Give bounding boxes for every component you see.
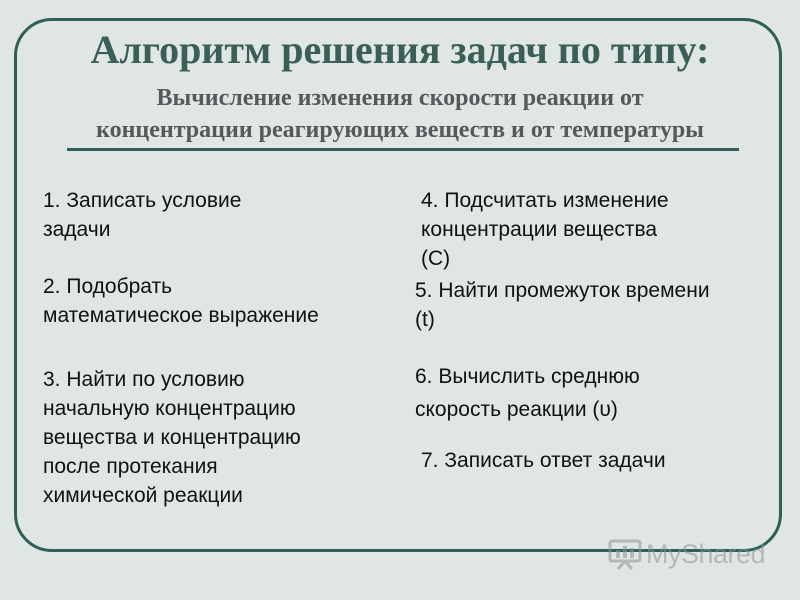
step-3-line-3: вещества и концентрацию — [43, 426, 301, 449]
step-7-line-1: 7. Записать ответ задачи — [421, 449, 666, 472]
step-3-line-4: после протекания — [43, 455, 218, 478]
step-3-line-5: химической реакции — [43, 484, 243, 507]
step-1 — [43, 186, 241, 244]
watermark — [608, 536, 765, 572]
step-2-line-2: математическое выражение — [43, 304, 319, 327]
step-5 — [415, 276, 710, 334]
step-3 — [43, 365, 301, 510]
watermark-text: MyShared — [646, 538, 766, 569]
step-5-line-2: (t) — [415, 308, 435, 331]
step-6-line-2: скорость реакции (υ) — [415, 398, 618, 421]
step-3-line-1: 3. Найти по условию — [43, 368, 245, 391]
subtitle-line-1: Вычисление изменения скорости реакции от — [156, 85, 644, 111]
slide-title: Алгоритм решения задач по типу: — [90, 27, 710, 72]
step-1-line-1: 1. Записать условие — [43, 189, 242, 212]
step-4-line-1: 4. Подсчитать изменение — [421, 189, 669, 212]
slide-subtitle — [0, 82, 800, 146]
step-7 — [421, 446, 666, 475]
step-5-line-1: 5. Найти промежуток времени — [415, 279, 710, 302]
step-4-line-3: (С) — [421, 247, 451, 270]
step-6-line-1: 6. Вычислить среднюю — [415, 365, 640, 388]
step-4 — [421, 186, 669, 273]
subtitle-line-2: концентрации реагирующих веществ и от температуры — [96, 117, 704, 143]
step-2-line-1: 2. Подобрать — [43, 275, 173, 298]
step-6 — [415, 360, 640, 426]
step-4-line-2: концентрации вещества — [421, 218, 658, 241]
step-3-line-2: начальную концентрацию — [43, 397, 296, 420]
presentation-board-icon — [608, 537, 642, 571]
title-underline — [67, 148, 739, 151]
step-2 — [43, 272, 319, 330]
step-1-line-2: задачи — [43, 218, 111, 241]
